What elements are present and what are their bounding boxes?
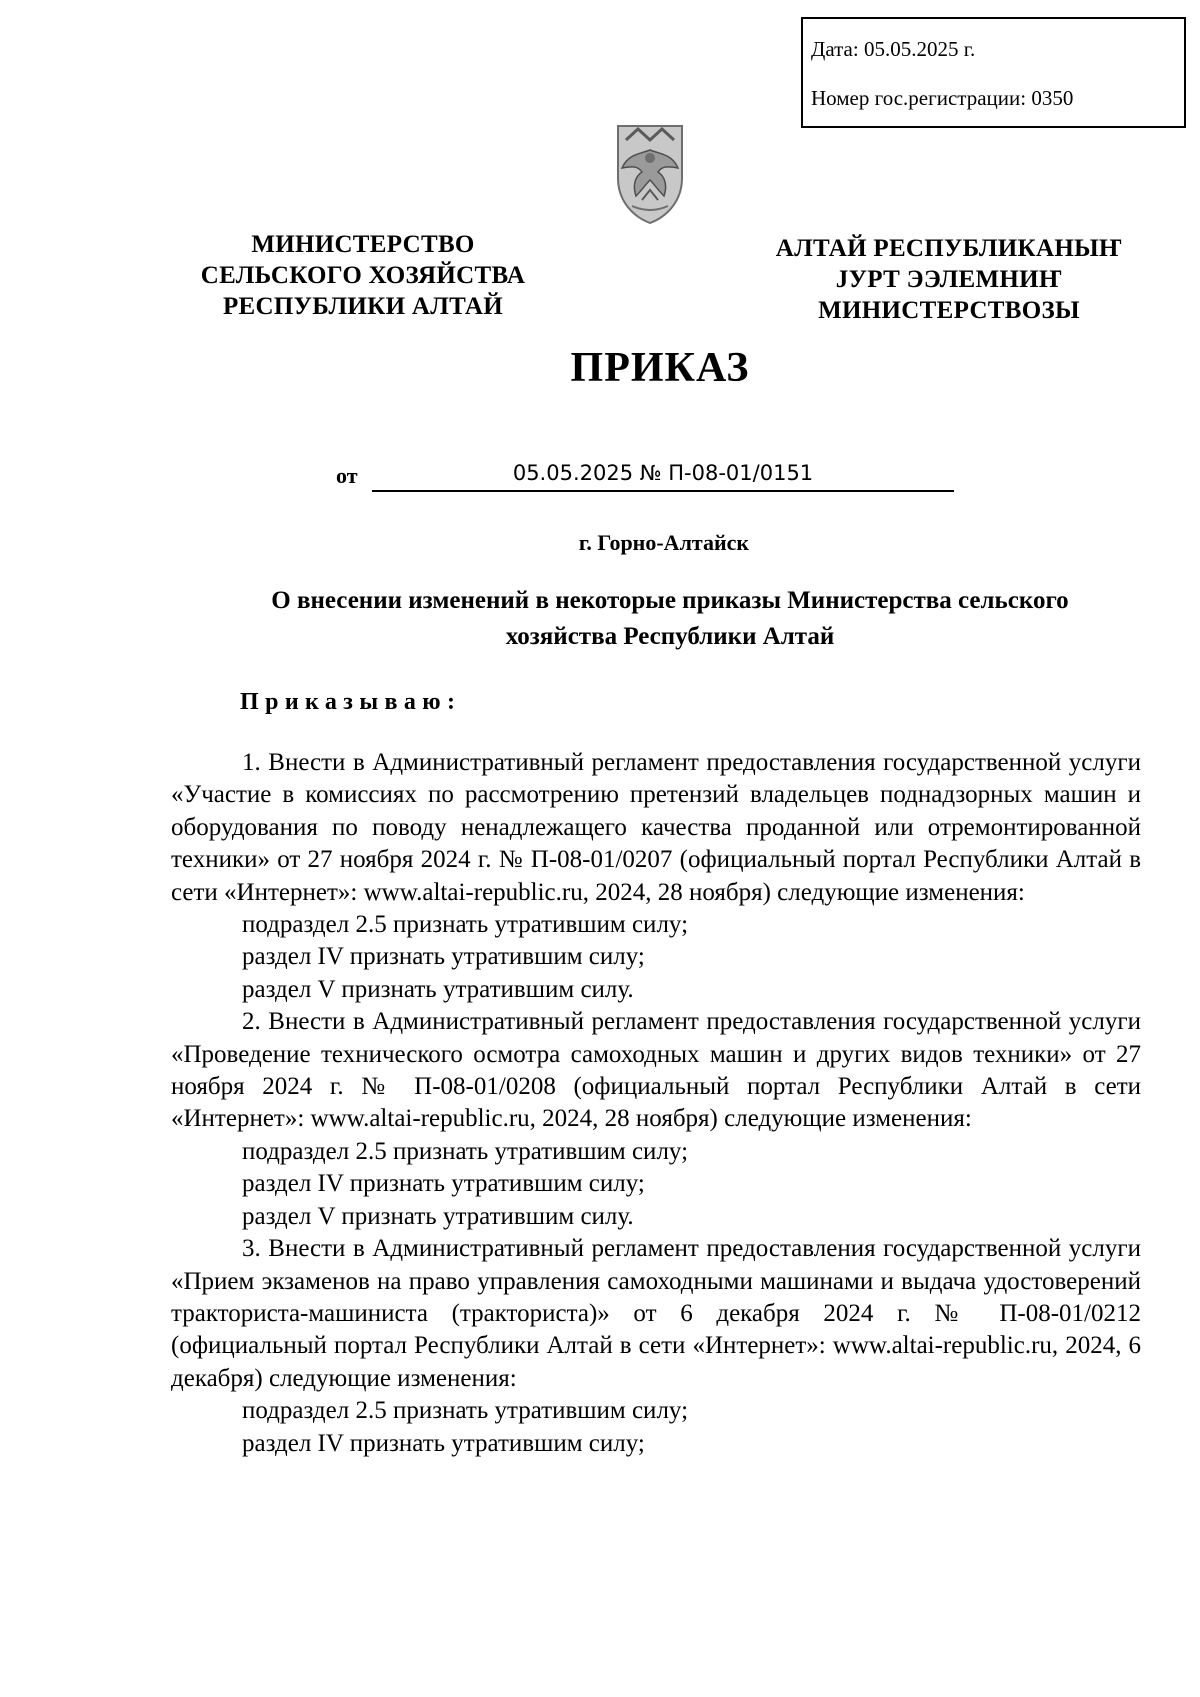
ministry-alt-line: МИНИСТЕРСТВОЗЫ xyxy=(818,297,1080,324)
title-line: О внесении изменений в некоторые приказы Министерства сельского xyxy=(271,587,1069,614)
ministry-ru-line: МИНИСТЕРСТВО xyxy=(251,231,475,258)
registration-number-row xyxy=(811,88,1184,137)
title-line: хозяйства Республики Алтай xyxy=(505,623,835,650)
ministry-alt-line: ЈУРТ ЭЭЛЕМНИҤ xyxy=(835,266,1063,293)
ministry-ru-line: РЕСПУБЛИКИ АЛТАЙ xyxy=(222,293,503,320)
ministry-name-russian xyxy=(178,229,548,322)
ministry-alt-line: АЛТАЙ РЕСПУБЛИКАНЫҤ xyxy=(775,235,1123,262)
registration-box xyxy=(801,17,1186,128)
date-prefix: от xyxy=(336,463,358,488)
order-subitem: раздел IV признать утратившим силу; xyxy=(242,1429,645,1457)
orders-heading: Приказываю: xyxy=(240,689,462,715)
registration-date-row xyxy=(811,39,1184,88)
order-subitem: раздел IV признать утратившим силу; xyxy=(242,1170,645,1198)
order-subitem: раздел V признать утратившим силу. xyxy=(242,1202,634,1230)
order-subitem: подраздел 2.5 признать утратившим силу; xyxy=(242,1137,689,1165)
order-number: 05.05.2025 № П-08-01/0151 xyxy=(372,457,954,492)
order-subitem: раздел IV признать утратившим силу; xyxy=(242,943,645,971)
order-item: 1. Внести в Административный регламент предоставления государственной услуги «Участие в комиссиях по рассмотрению претензий владельцев поднадзорных машин и оборудования по поводу ненадлежащего качества проданной или отремонтированной техники» от 27 ноября 2024 г. № П-08-01/0207 (официальный портал Республики Алтай в сети «Интернет»: www.altai-republic.ru, 2024, 28 ноября) следующие изменения: xyxy=(171,749,1141,906)
coat-of-arms-icon xyxy=(612,120,688,226)
ministry-name-altai xyxy=(740,233,1158,326)
order-subitem: подраздел 2.5 признать утратившим силу; xyxy=(242,1397,689,1425)
document-title xyxy=(170,583,1170,655)
order-subitem: раздел V признать утратившим силу. xyxy=(242,975,634,1003)
order-item: 2. Внести в Административный регламент предоставления государственной услуги «Проведение технического осмотра самоходных машин и других видов техники» от 27 ноября 2024 г. № П-08-01/0208 (официальный портал Республики Алтай в сети «Интернет»: www.altai-republic.ru, 2024, 28 ноября) следующие изменения: xyxy=(171,1008,1141,1133)
order-date-number xyxy=(336,457,956,491)
ministry-ru-line: СЕЛЬСКОГО ХОЗЯЙСТВА xyxy=(200,262,526,289)
document-type: ПРИКАЗ xyxy=(570,345,750,391)
registration-number-label: Номер гос.регистрации: xyxy=(811,86,1027,110)
order-item: 3. Внести в Административный регламент предоставления государственной услуги «Прием экзаменов на право управления самоходными машинами и выдача удостоверений тракториста-машиниста (тракториста)» от 6 декабря 2024 г. № П-08-01/0212 (официальный портал Республики Алтай в сети «Интернет»: www.altai-republic.ru, 2024, 6 декабря) следующие изменения: xyxy=(171,1235,1141,1392)
registration-date-label: Дата: xyxy=(811,37,859,61)
city: г. Горно-Алтайск xyxy=(578,530,750,555)
registration-date-value: 05.05.2025 г. xyxy=(863,37,976,61)
document-body xyxy=(171,747,1141,1460)
registration-number-value: 0350 xyxy=(1031,86,1074,110)
order-subitem: подраздел 2.5 признать утратившим силу; xyxy=(242,911,689,939)
